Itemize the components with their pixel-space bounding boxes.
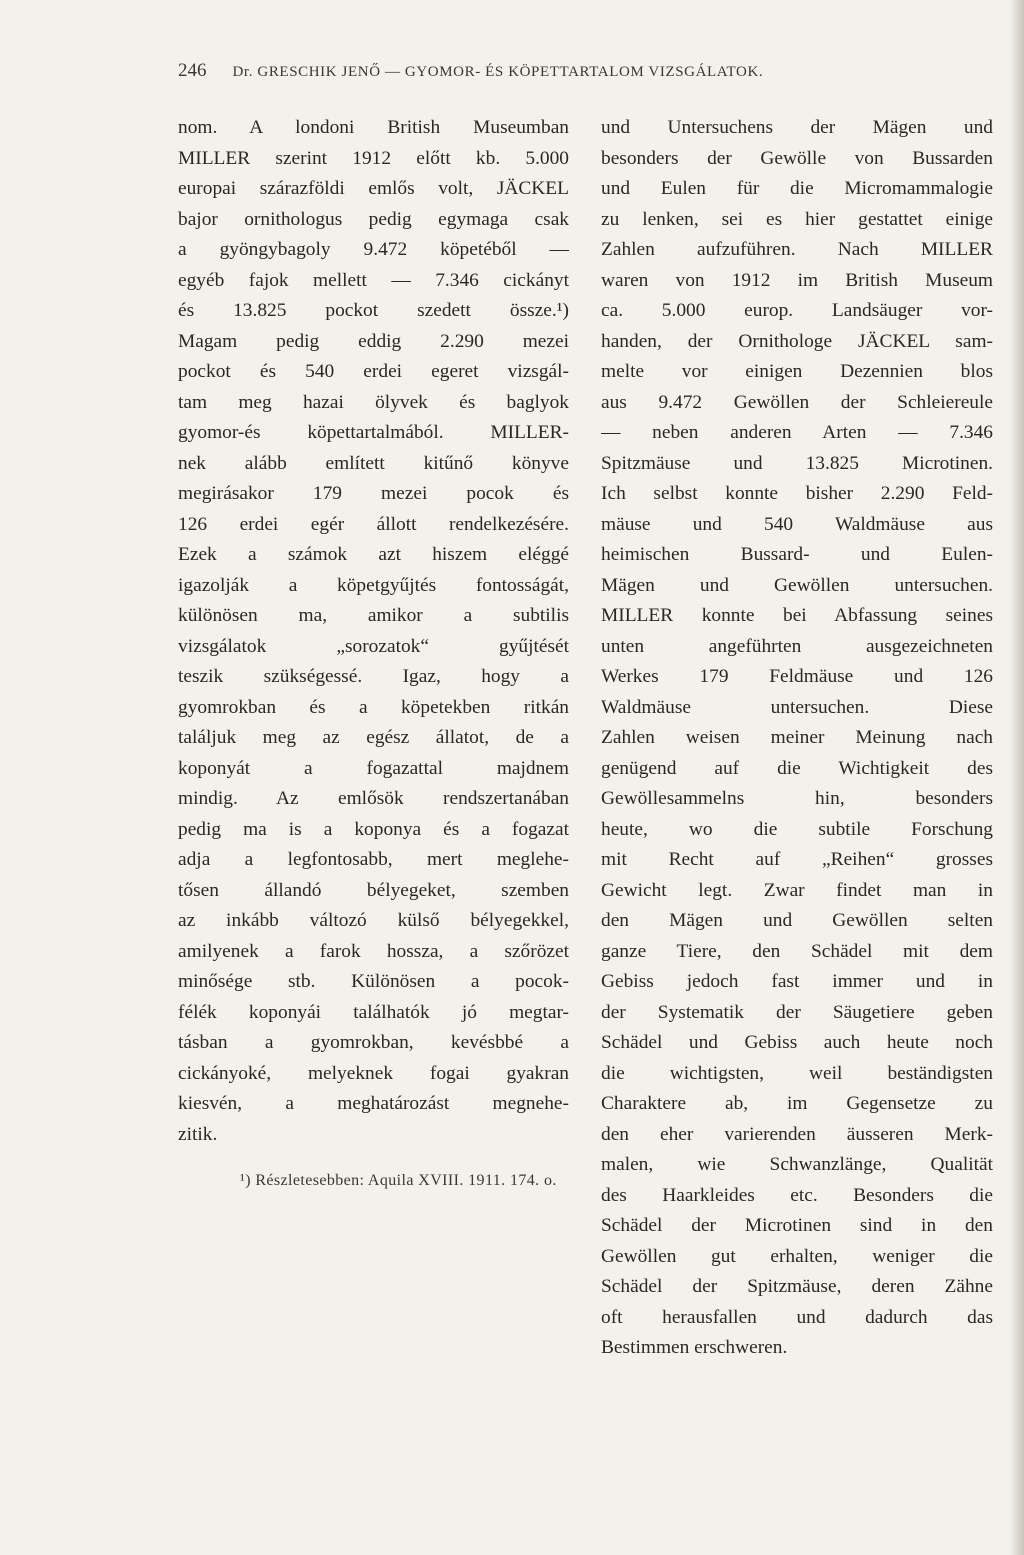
text-line: amilyenek a farok hossza, a szőrözet <box>178 940 569 962</box>
text-line: Gebiss jedoch fast immer und in <box>601 971 993 992</box>
text-line: megirásakor 179 mezei pocok és <box>178 483 569 504</box>
text-line: den eher varierenden äusseren Merk- <box>601 1123 993 1145</box>
text-line: kiesvén, a meghatározást megnehe- <box>178 1093 569 1114</box>
text-line: Gewöllen gut erhalten, weniger die <box>601 1245 993 1267</box>
text-line: Zahlen weisen meiner Meinung nach <box>601 727 993 748</box>
text-line: koponyát a fogazattal majdnem <box>178 757 569 779</box>
text-line: ca. 5.000 europ. Landsäuger vor- <box>601 300 993 321</box>
text-line: und Eulen für die Micromammalogie <box>601 178 993 199</box>
text-line: cickányoké, melyeknek fogai gyakran <box>178 1062 569 1084</box>
text-line: zu lenken, sei es hier gestattet einige <box>601 208 993 230</box>
left-column-hungarian <box>178 113 569 1150</box>
running-header <box>178 60 888 82</box>
text-line: MILLER konnte bei Abfassung seines <box>601 605 993 626</box>
text-line: waren von 1912 im British Museum <box>601 269 993 291</box>
text-line: egyéb fajok mellett — 7.346 cickányt <box>178 269 569 291</box>
text-line: melte vor einigen Dezennien blos <box>601 361 993 382</box>
text-line: Schädel der Microtinen sind in den <box>601 1215 993 1236</box>
text-line: und Untersuchens der Mägen und <box>601 117 993 138</box>
text-line: Gewöllesammelns hin, besonders <box>601 788 993 809</box>
text-line: ganze Tiere, den Schädel mit dem <box>601 940 993 962</box>
page-number: 246 <box>178 60 207 81</box>
text-line: különösen ma, amikor a subtilis <box>178 605 569 626</box>
text-line: malen, wie Schwanzlänge, Qualität <box>601 1154 993 1175</box>
text-line: mäuse und 540 Waldmäuse aus <box>601 513 993 535</box>
text-line: heimischen Bussard- und Eulen- <box>601 544 993 565</box>
running-title: Dr. GRESCHIK JENŐ — GYOMOR- ÉS KÖPETTARTALOM VIZSGÁLATOK. <box>232 64 764 80</box>
text-line: minősége stb. Különösen a pocok- <box>178 971 569 992</box>
text-line: Bestimmen erschweren. <box>601 1337 788 1358</box>
text-line: igazolják a köpetgyűjtés fontosságát, <box>178 574 569 596</box>
text-line: die wichtigsten, weil beständigsten <box>601 1062 993 1084</box>
text-line: vizsgálatok „sorozatok“ gyűjtését <box>178 635 569 657</box>
text-line: den Mägen und Gewöllen selten <box>601 910 993 931</box>
text-line: Ich selbst konnte bisher 2.290 Feld- <box>601 483 993 504</box>
text-line: teszik szükségessé. Igaz, hogy a <box>178 666 569 687</box>
text-line: MILLER szerint 1912 előtt kb. 5.000 <box>178 147 569 169</box>
text-line: adja a legfontosabb, mert meglehe- <box>178 849 569 870</box>
text-line: Waldmäuse untersuchen. Diese <box>601 696 993 718</box>
text-line: heute, wo die subtile Forschung <box>601 818 993 840</box>
text-line: Spitzmäuse und 13.825 Microtinen. <box>601 452 993 474</box>
text-line: félék koponyái találhatók jó megtar- <box>178 1001 569 1023</box>
text-line: Magam pedig eddig 2.290 mezei <box>178 330 569 352</box>
text-line: tam meg hazai ölyvek és baglyok <box>178 391 569 413</box>
text-line: nek alább említett kitűnő könyve <box>178 452 569 474</box>
text-line: tásban a gyomrokban, kevésbbé a <box>178 1032 569 1053</box>
text-line: genügend auf die Wichtigkeit des <box>601 757 993 779</box>
text-line: der Systematik der Säugetiere geben <box>601 1001 993 1023</box>
text-line: Schädel der Spitzmäuse, deren Zähne <box>601 1276 993 1297</box>
text-line: zitik. <box>178 1123 218 1145</box>
text-line: pedig ma is a koponya és a fogazat <box>178 818 569 840</box>
text-line: gyomrokban és a köpetekben ritkán <box>178 696 569 718</box>
text-line: aus 9.472 Gewöllen der Schleiereule <box>601 391 993 413</box>
text-line: gyomor-és köpettartalmából. MILLER- <box>178 422 569 443</box>
text-line: 126 erdei egér állott rendelkezésére. <box>178 513 569 535</box>
text-line: handen, der Ornithologe JÄCKEL sam- <box>601 330 993 352</box>
text-line: Charaktere ab, im Gegensetze zu <box>601 1093 993 1114</box>
text-line: Ezek a számok azt hiszem eléggé <box>178 544 569 565</box>
text-line: — neben anderen Arten — 7.346 <box>601 422 993 443</box>
page-edge-shadow <box>1010 0 1024 1555</box>
text-line: és 13.825 pockot szedett össze.¹) <box>178 300 569 321</box>
text-line: a gyöngybagoly 9.472 köpetéből — <box>178 239 569 260</box>
text-line: találjuk meg az egész állatot, de a <box>178 727 569 748</box>
text-line: mit Recht auf „Reihen“ grosses <box>601 849 993 870</box>
text-line: des Haarkleides etc. Besonders die <box>601 1184 993 1206</box>
text-line: Gewicht legt. Zwar findet man in <box>601 879 993 901</box>
text-line: Mägen und Gewöllen untersuchen. <box>601 574 993 596</box>
text-line: az inkább változó külső bélyegekkel, <box>178 910 569 931</box>
text-line: besonders der Gewölle von Bussarden <box>601 147 993 169</box>
text-line: bajor ornithologus pedig egymaga csak <box>178 208 569 230</box>
text-line: europai szárazföldi emlős volt, JÄCKEL <box>178 178 569 199</box>
text-line: nom. A londoni British Museumban <box>178 117 569 138</box>
text-line: pockot és 540 erdei egeret vizsgál- <box>178 361 569 382</box>
footnote: ¹) Részletesebben: Aquila XVIII. 1911. 174. o. <box>240 1172 557 1189</box>
text-line: oft herausfallen und dadurch das <box>601 1306 993 1328</box>
text-line: Werkes 179 Feldmäuse und 126 <box>601 666 993 687</box>
text-line: unten angeführten ausgezeichneten <box>601 635 993 657</box>
text-line: tősen állandó bélyegeket, szemben <box>178 879 569 901</box>
text-line: Schädel und Gebiss auch heute noch <box>601 1032 993 1053</box>
text-line: mindig. Az emlősök rendszertanában <box>178 788 569 809</box>
text-line: Zahlen aufzuführen. Nach MILLER <box>601 239 993 260</box>
